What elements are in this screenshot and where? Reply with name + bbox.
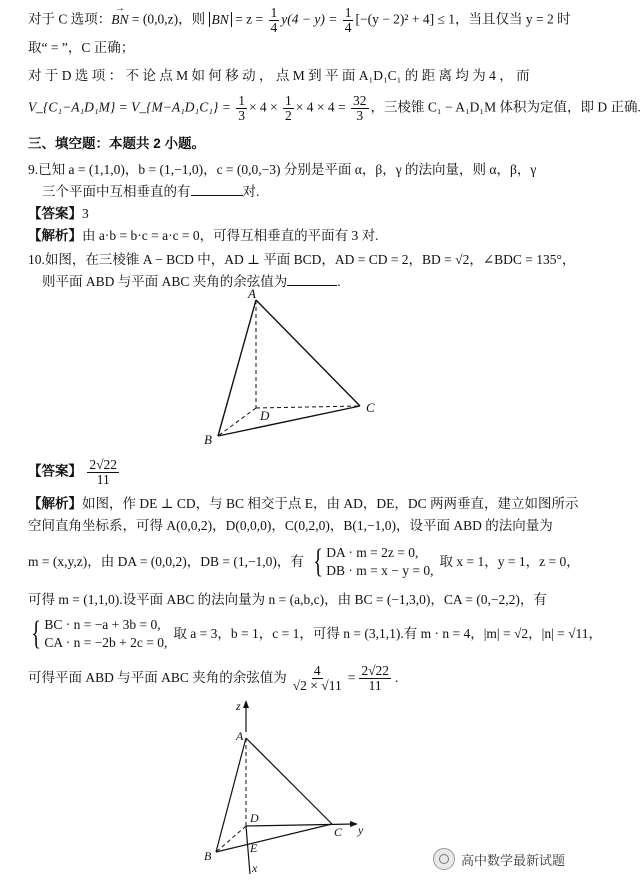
label-a: A	[248, 286, 256, 301]
label-a2: A	[236, 729, 244, 743]
label-b: B	[204, 432, 212, 447]
question-10-line1: 10.如图，在三棱锥 A − BCD 中，AD ⊥ 平面 BCD，AD = CD = 2，BD = √2，∠BDC = 135°，	[28, 252, 576, 267]
label-c2: C	[334, 825, 343, 839]
analysis-line-3: m = (x,y,z)，由 DA = (0,0,2)，DB = (1,−1,0)，有 { DA · m = 2z = 0, DB · m = x − y = 0, 取 x = 1，y = 1，z = 0，	[28, 543, 580, 580]
paragraph-option-c-end: 取“ = ”，C 正确；	[28, 40, 135, 55]
coordinate-figure	[198, 700, 378, 876]
label-c: C	[366, 400, 375, 415]
axis-x-label: x	[252, 861, 258, 875]
analysis-line-6: 可得平面 ABD 与平面 ABC 夹角的余弦值为 $\frac{4}{√2 \times √11}$ = $\frac{2√22}{11}$ .	[28, 662, 399, 693]
paragraph-option-c: 对于 C 选项：→ BN = (0,0,z)，则 BN = z = $\frac{1}{4}$ y(4 − y) = $\frac{1}{4}$ [−(y − 2)² + 4] ≤ 1，当且仅当 y = 2 时	[28, 6, 559, 35]
answer-blank-10	[287, 273, 337, 286]
label-d: D	[260, 408, 270, 423]
analysis-line-2: 空间直角坐标系，可得 A(0,0,2)，D(0,0,0)，C(0,2,0)，B(1,−1,0)，设平面 ABD 的法向量为	[28, 518, 553, 533]
abs-bn: BN	[209, 12, 232, 27]
question-10-line2: 则平面 ABD 与平面 ABC 夹角的余弦值为 .	[42, 274, 341, 289]
paragraph-option-d: 对 于 D 选 项 ： 不 论 点 M 如 何 移 动 ， 点 M 到 平 面 A₁D₁C₁ 的 距 离 均 为 4 ， 而	[28, 68, 530, 83]
axis-y-label: y	[358, 823, 364, 837]
label-d2: D	[250, 811, 259, 825]
tetrahedron-figure	[200, 286, 380, 446]
question-9-answer: 【答案】3	[28, 206, 89, 221]
watermark: 高中数学最新试题	[433, 848, 565, 870]
axis-z-label: z	[236, 699, 241, 713]
paragraph-volume: V_{C₁−A₁D₁M} = V_{M−A₁D₁C₁} = $\frac{1}{3}$ × 4 × $\frac{1}{2}$ × 4 × 4 = $\frac{32}{3}$ ，三棱锥 C₁ − A₁D₁M 体积为定值，即 D 正确.	[28, 93, 641, 123]
label-e2: E	[250, 841, 258, 855]
analysis-line-5: { BC · n = −a + 3b = 0, CA · n = −2b + 2c = 0, 取 a = 3，b = 1，c = 1，可得 n = (3,1,1).有 m · n = 4，|m| = √2，|n| = √11，	[31, 615, 603, 652]
label-b2: B	[204, 849, 212, 863]
wechat-logo-icon	[433, 848, 455, 870]
section-title: 三、填空题：本题共 2 小题。	[28, 136, 206, 151]
analysis-line-4: 可得 m = (1,1,0).设平面 ABC 的法向量为 n = (a,b,c)，由 BC = (−1,3,0)，CA = (0,−2,2)，有	[28, 592, 547, 607]
analysis-line-1: 【解析】如图，作 DE ⊥ CD，与 BC 相交于点 E，由 AD，DE，DC 两两垂直，建立如图所示	[28, 496, 579, 511]
answer-blank	[191, 183, 243, 196]
question-9-line1: 9.已知 a = (1,1,0)，b = (1,−1,0)，c = (0,0,−3) 分别是平面 α，β，γ 的法向量，则 α，β，γ	[28, 162, 537, 177]
question-10-answer: 【答案】 $\frac{2√22}{11}$	[28, 457, 118, 487]
vector-bn: → BN	[111, 10, 128, 30]
question-9-analysis: 【解析】由 a·b = b·c = a·c = 0，可得互相垂直的平面有 3 对.	[28, 228, 379, 243]
question-9-line2: 三个平面中互相垂直的有 对.	[42, 184, 260, 199]
